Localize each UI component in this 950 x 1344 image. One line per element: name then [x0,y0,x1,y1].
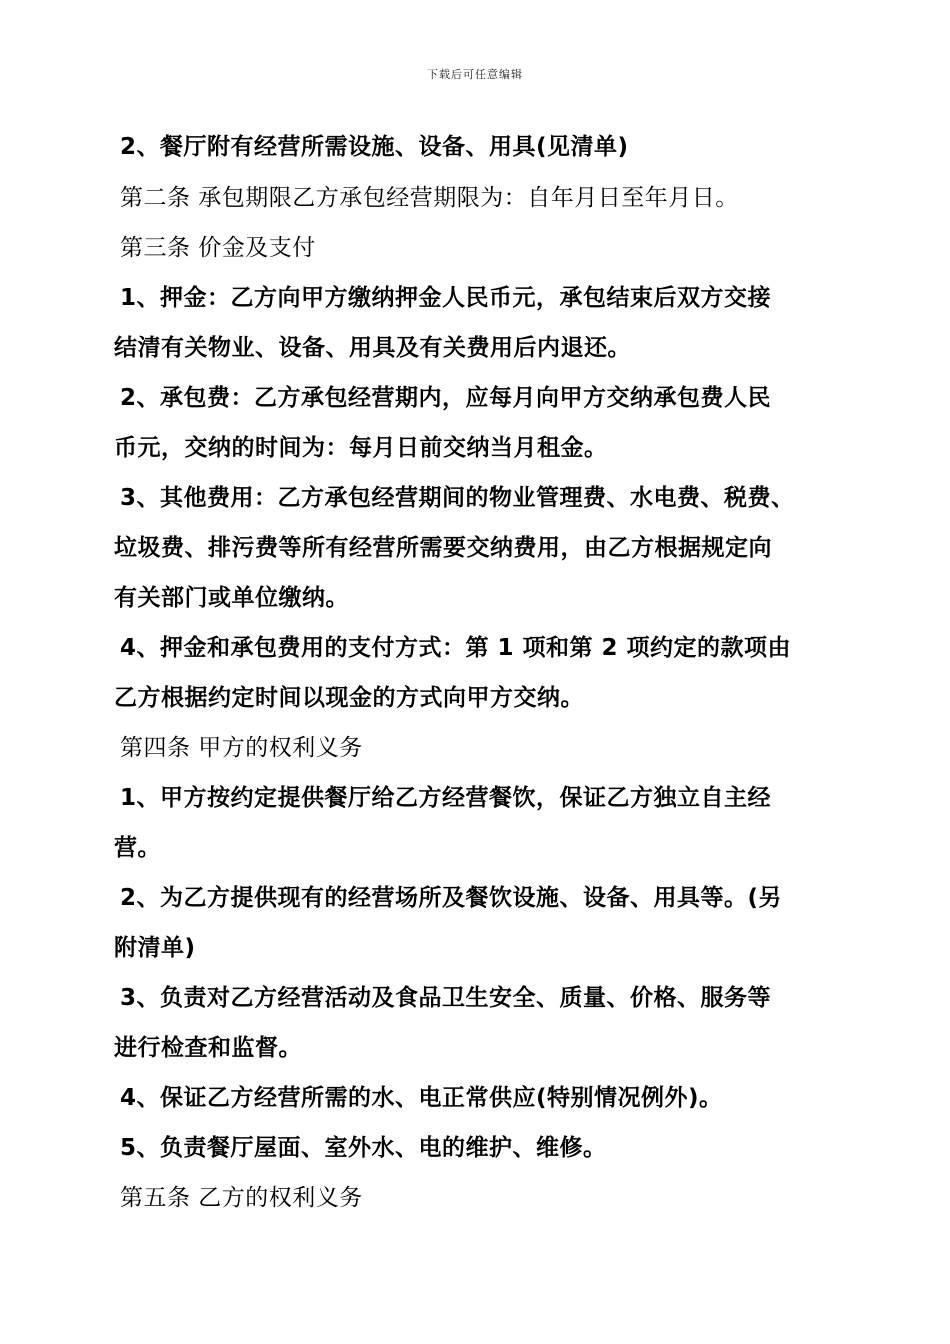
article-4-heading: 第四条 甲方的权利义务 [120,735,363,761]
clause-contract-fee: 2、承包费：乙方承包经营期内，应每月向甲方交纳承包费人民 [120,385,772,411]
article-3-heading: 第三条 价金及支付 [120,235,316,261]
clause-a-4: 4、保证乙方经营所需的水、电正常供应(特别情况例外)。 [120,1085,723,1111]
clause-deposit: 1、押金：乙方向甲方缴纳押金人民币元，承包结束后双方交接 [120,285,772,311]
clause-a-3-cont: 进行检查和监督。 [114,1035,302,1061]
clause-a-3: 3、负责对乙方经营活动及食品卫生安全、质量、价格、服务等 [120,985,772,1011]
clause-payment-method: 4、押金和承包费用的支付方式：第 1 项和第 2 项约定的款项由 [120,635,792,661]
clause-a-5: 5、负责餐厅屋面、室外水、电的维护、维修。 [120,1135,607,1161]
clause-other-fees: 3、其他费用：乙方承包经营期间的物业管理费、水电费、税费、 [120,485,795,511]
clause-a-1-cont: 营。 [114,835,161,861]
clause-other-fees-cont2: 有关部门或单位缴纳。 [114,585,349,611]
header-note: 下载后可任意编辑 [427,68,523,81]
clause-a-2: 2、为乙方提供现有的经营场所及餐饮设施、设备、用具等。(另 [120,885,783,911]
clause-deposit-cont: 结清有关物业、设备、用具及有关费用后内退还。 [114,335,631,361]
clause-a-1: 1、甲方按约定提供餐厅给乙方经营餐饮，保证乙方独立自主经 [120,785,772,811]
article-2-term: 第二条 承包期限乙方承包经营期限为：自年月日至年月日。 [120,185,739,211]
article-5-heading: 第五条 乙方的权利义务 [120,1185,363,1211]
clause-other-fees-cont: 垃圾费、排污费等所有经营所需要交纳费用，由乙方根据规定向 [114,535,772,561]
clause-2-facilities: 2、餐厅附有经营所需设施、设备、用具(见清单) [120,134,629,160]
clause-contract-fee-cont: 币元，交纳的时间为：每月日前交纳当月租金。 [114,435,608,461]
clause-a-2-cont: 附清单) [114,935,196,961]
clause-payment-method-cont: 乙方根据约定时间以现金的方式向甲方交纳。 [114,685,584,711]
